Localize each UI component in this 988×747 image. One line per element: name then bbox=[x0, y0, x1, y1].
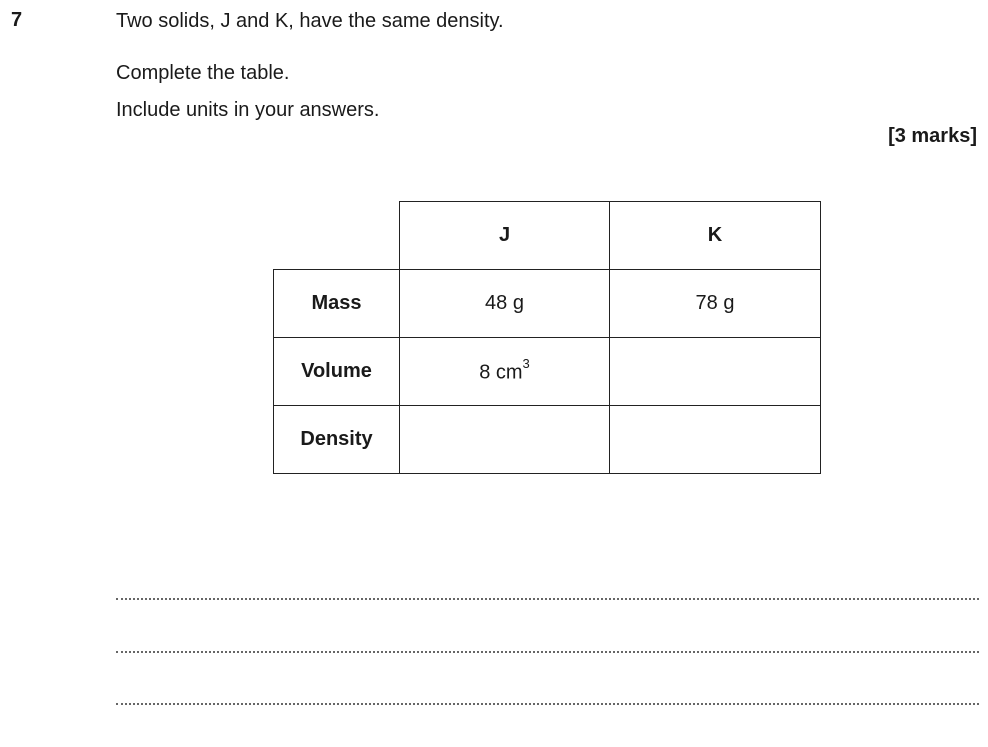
cell-volume-k[interactable] bbox=[610, 338, 821, 406]
answer-line-2[interactable] bbox=[116, 651, 979, 653]
table-row-volume bbox=[274, 338, 821, 406]
question-text: Two solids, J and K, have the same density. bbox=[116, 10, 504, 32]
marks-label: [3 marks] bbox=[888, 125, 977, 147]
answer-line-1[interactable] bbox=[116, 598, 979, 600]
table-row-mass bbox=[274, 270, 821, 338]
table-row-density bbox=[274, 406, 821, 474]
cell-density-j[interactable] bbox=[400, 406, 610, 474]
instruction-complete-table: Complete the table. bbox=[116, 62, 290, 84]
question-number: 7 bbox=[11, 9, 23, 31]
row-label-density: Density bbox=[274, 406, 400, 474]
cell-density-k[interactable] bbox=[610, 406, 821, 474]
cell-mass-j: 48 g bbox=[400, 270, 610, 338]
volume-j-value: 8 cm bbox=[479, 361, 523, 384]
volume-j-exponent: 3 bbox=[522, 355, 530, 371]
density-table bbox=[273, 201, 821, 474]
row-label-mass: Mass bbox=[274, 270, 400, 338]
column-header-k: K bbox=[610, 202, 821, 270]
table-header-row bbox=[274, 202, 821, 270]
instruction-include-units: Include units in your answers. bbox=[116, 99, 380, 121]
cell-volume-j bbox=[400, 338, 610, 406]
table-corner-cell bbox=[274, 202, 400, 270]
cell-mass-k: 78 g bbox=[610, 270, 821, 338]
row-label-volume: Volume bbox=[274, 338, 400, 406]
answer-line-3[interactable] bbox=[116, 703, 979, 705]
column-header-j: J bbox=[400, 202, 610, 270]
